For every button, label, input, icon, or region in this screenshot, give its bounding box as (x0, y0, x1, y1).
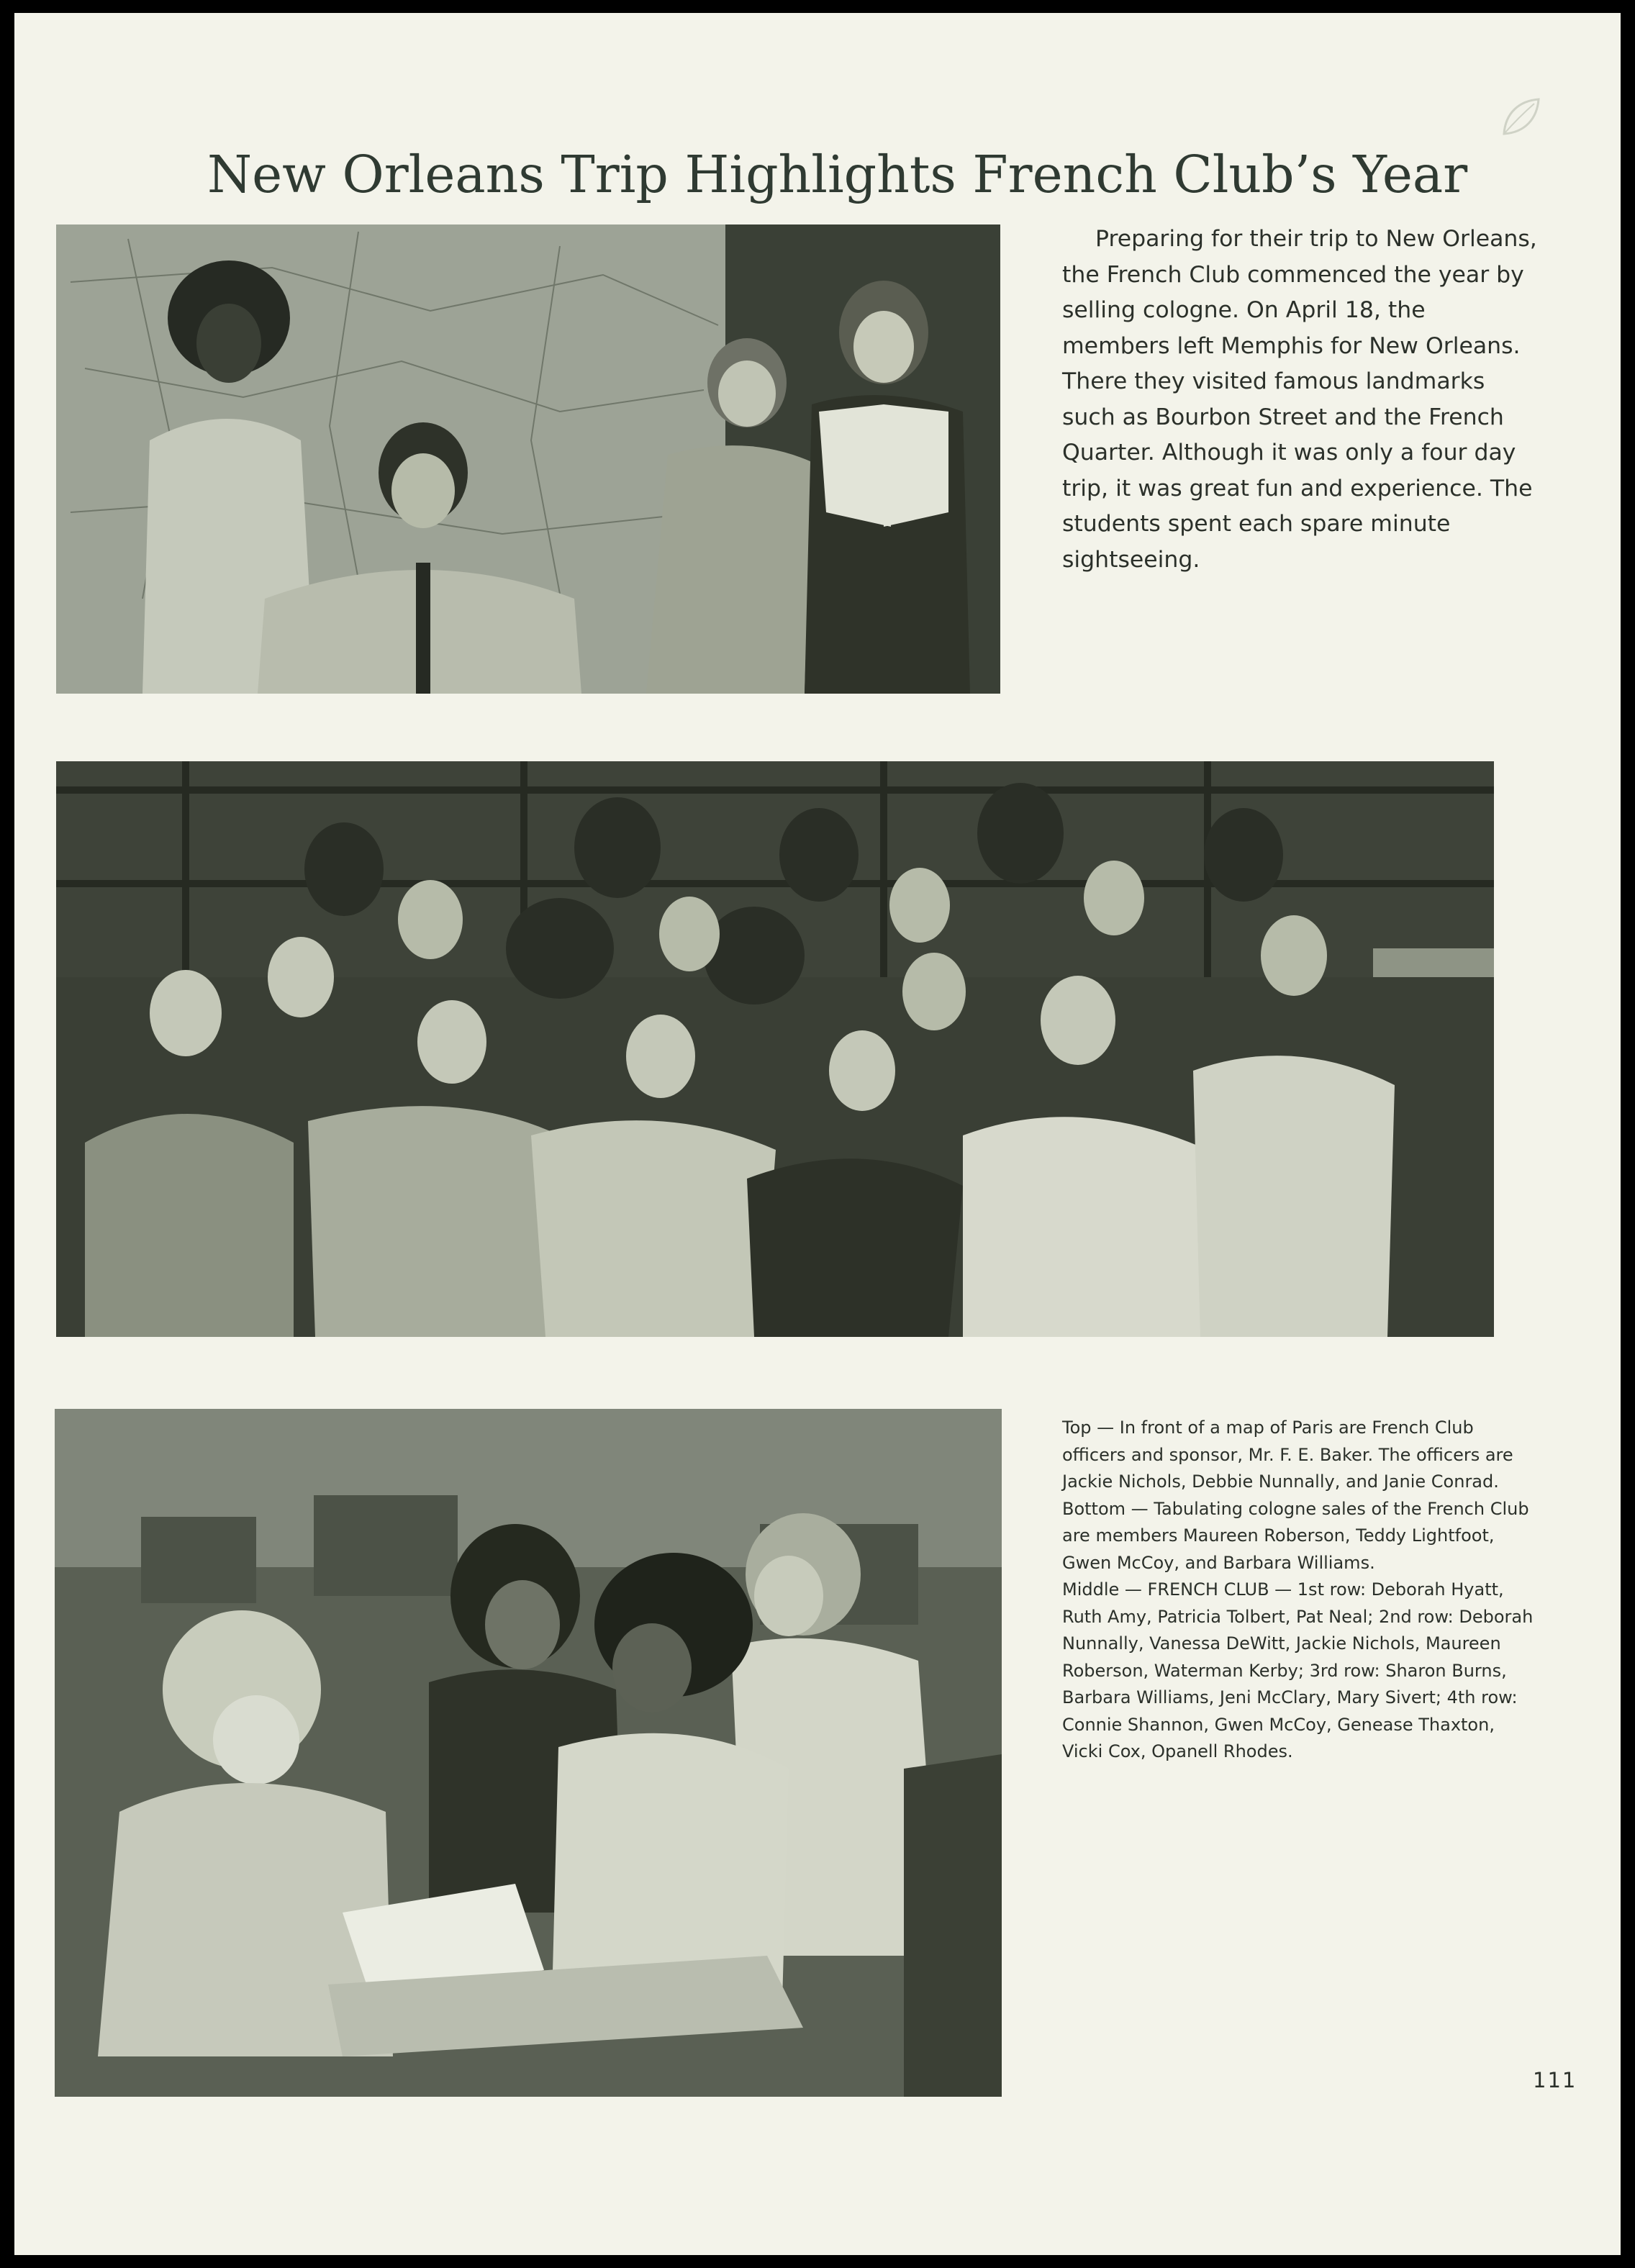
page-number: 111 (1533, 2068, 1577, 2092)
page-title: New Orleans Trip Highlights French Club’s Year (207, 145, 1468, 204)
leaf-icon (1498, 95, 1543, 140)
article-intro: Preparing for their trip to New Orleans, the French Club commenced the year by selling cologne. On April 18, the members left Memphis for New Orleans. There they visited famous landmarks such as Bourbon Street and the French Quarter. Although it was only a four day trip, it was great fun and experience. The students spent each spare minute sightseeing. (1062, 226, 1537, 573)
photo-captions (1062, 1415, 1537, 1766)
club-group-photo (56, 761, 1494, 1337)
officers-map-photo (56, 224, 1000, 694)
yearbook-page (14, 13, 1621, 2255)
caption-top: Top — In front of a map of Paris are French Club officers and sponsor, Mr. F. E. Baker. The officers are Jackie Nichols, Debbie Nunnally, and Janie Conrad. (1062, 1418, 1513, 1492)
cologne-sales-photo (55, 1409, 1002, 2097)
caption-bottom: Bottom — Tabulating cologne sales of the French Club are members Maureen Roberson, Teddy Lightfoot, Gwen McCoy, and Barbara Williams. (1062, 1498, 1529, 1573)
caption-middle: Middle — FRENCH CLUB — 1st row: Deborah Hyatt, Ruth Amy, Patricia Tolbert, Pat Neal; 2nd row: Deborah Nunnally, Vanessa DeWitt, Jackie Nichols, Maureen Roberson, Waterman Kerby; 3rd row: Sharon Burns, Barbara Williams, Jeni McClary, Mary Sivert; 4th row: Connie Shannon, Gwen McCoy, Genease Thaxton, Vicki Cox, Opanell Rhodes. (1062, 1579, 1534, 1761)
